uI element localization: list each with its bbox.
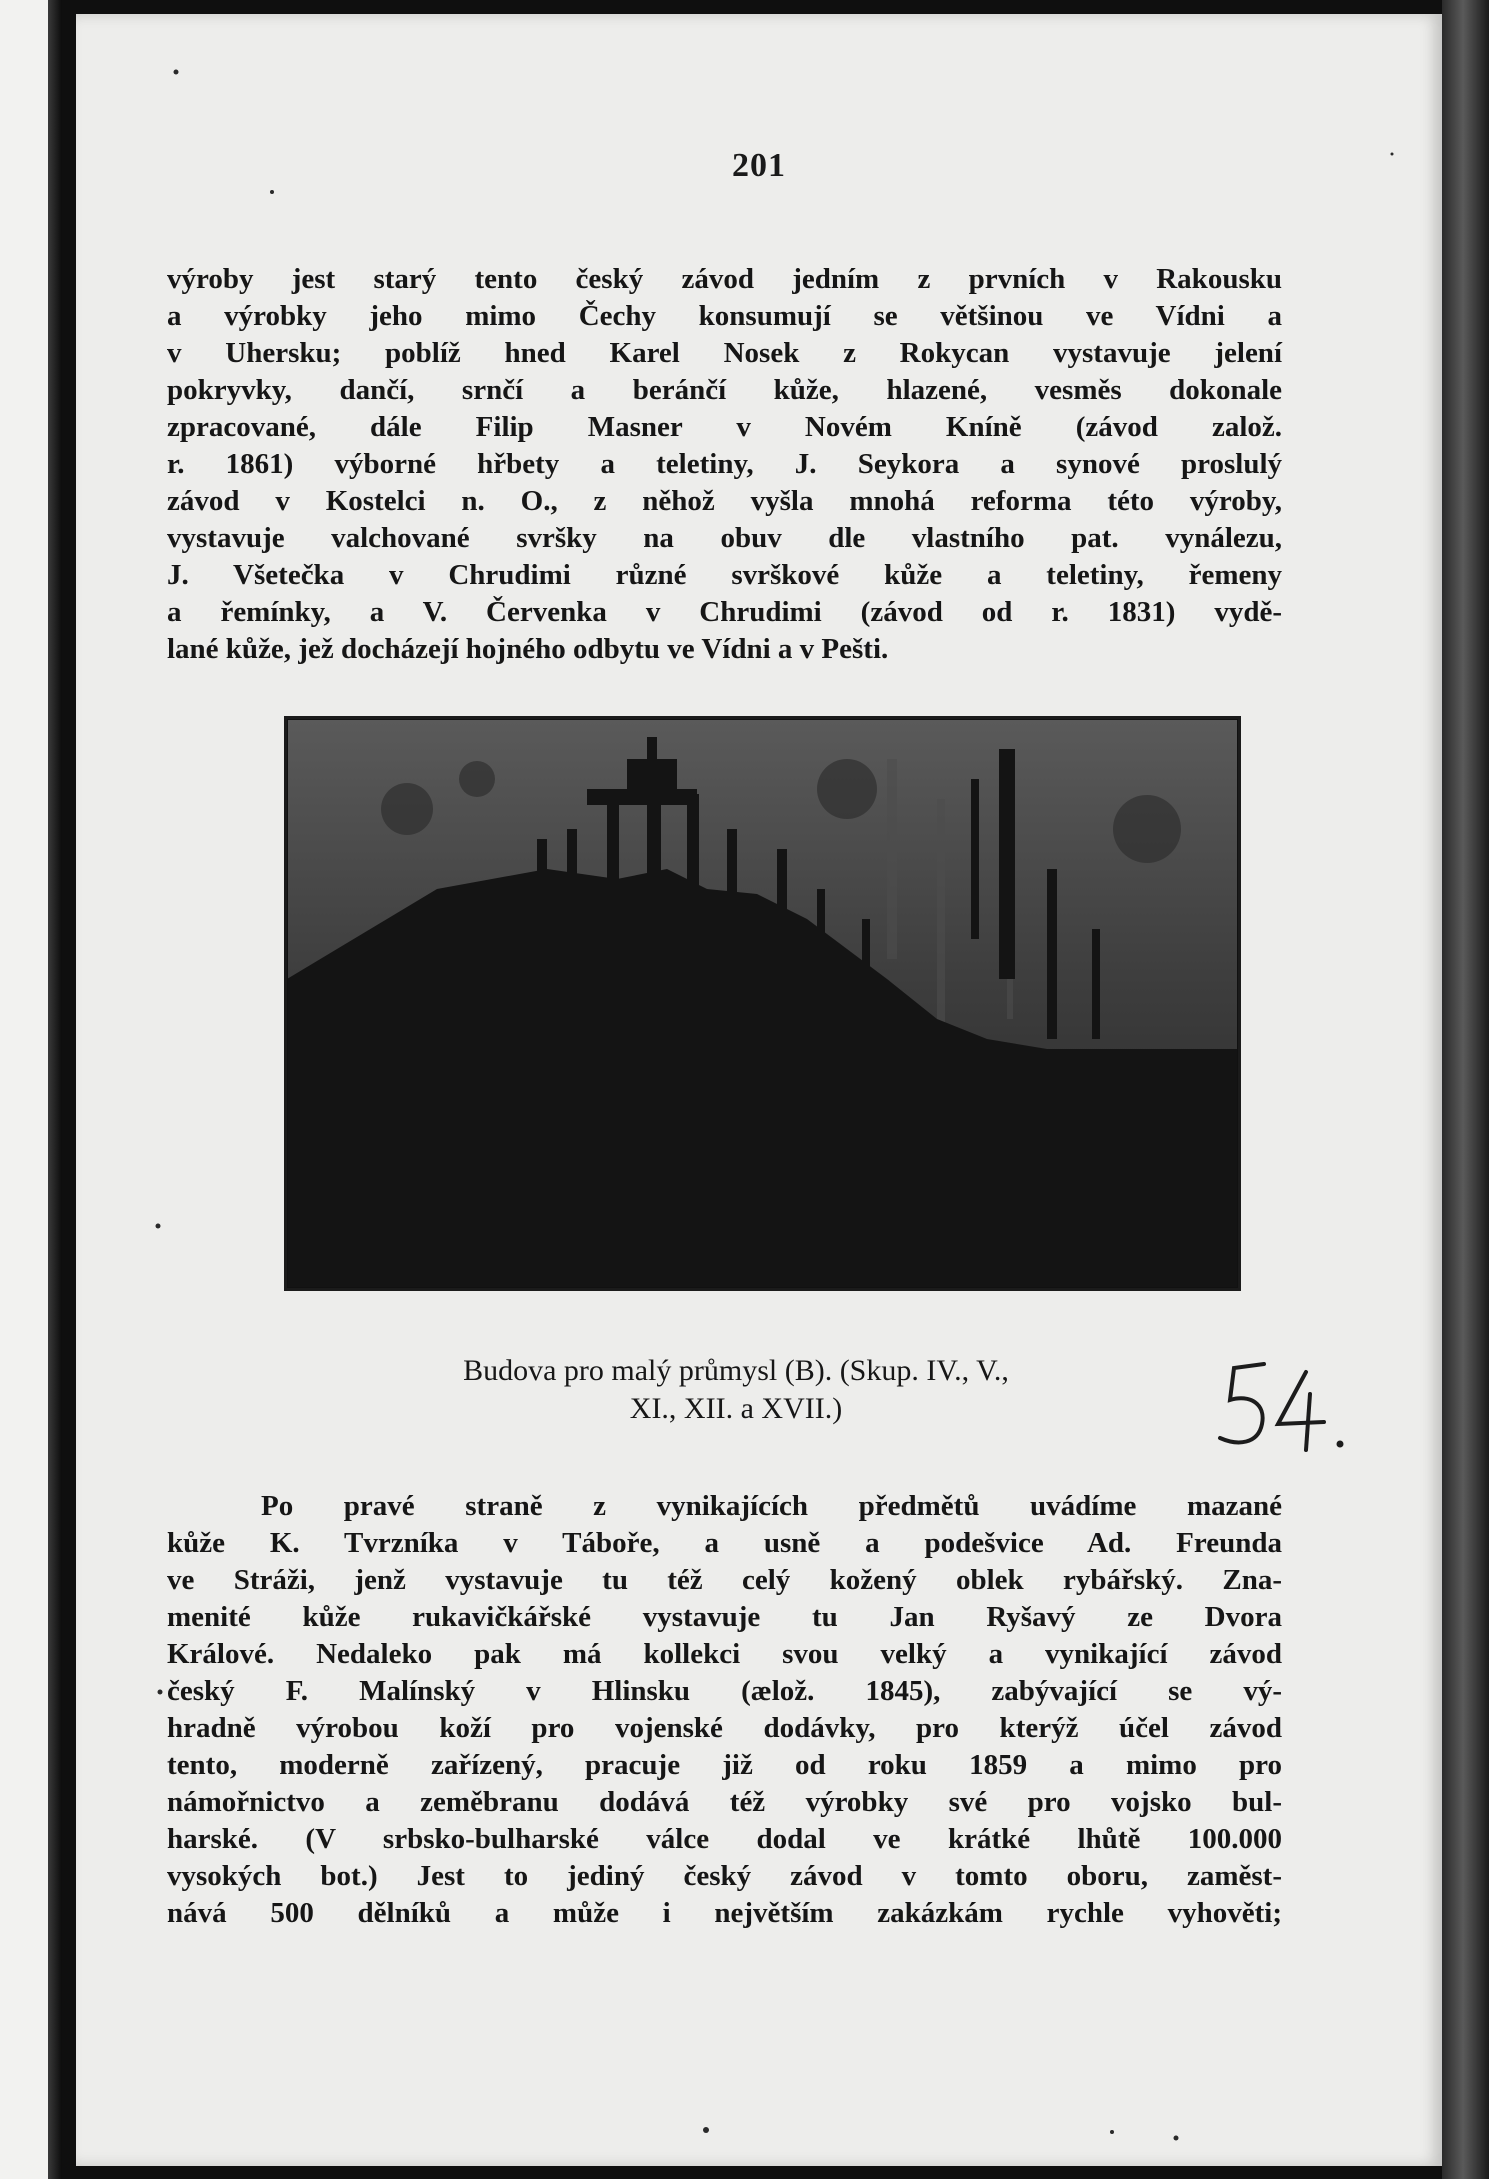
text-line: tento, moderně zařízený, pracuje již od roku 1859 a mimo pro bbox=[167, 1749, 1282, 1781]
text-line: menité kůže rukavičkářské vystavuje tu Jan Ryšavý ze Dvora bbox=[167, 1601, 1282, 1633]
text-line: a výrobky jeho mimo Čechy konsumují se většinou ve Vídni a bbox=[167, 300, 1282, 332]
text-line: Králové. Nedaleko pak má kollekci svou velký a vynikající závod bbox=[167, 1638, 1282, 1670]
text-line: námořnictvo a zeměbranu dodává též výrobky své pro vojsko bul- bbox=[167, 1786, 1282, 1818]
book-page bbox=[76, 14, 1442, 2166]
text-line: vystavuje valchované svršky na obuv dle vlastního pat. vynálezu, bbox=[167, 522, 1282, 554]
text-line: a řemínky, a V. Červenka v Chrudimi (závod od r. 1831) vydě- bbox=[167, 596, 1282, 628]
text-line: český F. Malínský v Hlinsku (ælož. 1845), zabývající se vý- bbox=[167, 1675, 1282, 1707]
caption-line: Budova pro malý průmysl (B). (Skup. IV., V., bbox=[463, 1354, 1009, 1387]
text-line: r. 1861) výborné hřbety a teletiny, J. Seykora a synové proslulý bbox=[167, 448, 1282, 480]
building-photo-image bbox=[287, 719, 1238, 1288]
figure-caption bbox=[236, 1352, 1236, 1428]
text-line: vysokých bot.) Jest to jediný český závod v tomto oboru, zaměst- bbox=[167, 1860, 1282, 1892]
text-line: výroby jest starý tento český závod jedním z prvních v Rakousku bbox=[167, 263, 1282, 295]
text-line: hradně výrobou koží pro vojenské dodávky, pro kterýž účel závod bbox=[167, 1712, 1282, 1744]
previous-page-edge bbox=[0, 0, 62, 2179]
text-line: harské. (V srbsko-bulharské válce dodal ve krátké lhůtě 100.000 bbox=[167, 1823, 1282, 1855]
text-line: lané kůže, jež docházejí hojného odbytu ve Vídni a v Pešti. bbox=[167, 633, 889, 665]
binding-shadow bbox=[48, 0, 62, 2179]
text-line: nává 500 dělníků a může i největším zakázkám rychle vyhověti; bbox=[167, 1897, 1282, 1929]
page-number: 201 bbox=[732, 147, 786, 184]
text-line: kůže K. Tvrzníka v Táboře, a usně a podešvice Ad. Freunda bbox=[167, 1527, 1282, 1559]
text-line: závod v Kostelci n. O., z něhož vyšla mnohá reforma této výroby, bbox=[167, 485, 1282, 517]
paragraph-2 bbox=[167, 1488, 1282, 1932]
paragraph-1 bbox=[167, 261, 1282, 668]
text-line: Po pravé straně z vynikajících předmětů uvádíme mazané bbox=[261, 1490, 1282, 1522]
book-edge bbox=[1442, 0, 1489, 2179]
handwritten-note bbox=[1206, 1354, 1386, 1464]
caption-line: XI., XII. a XVII.) bbox=[629, 1392, 843, 1425]
building-photograph bbox=[284, 716, 1241, 1291]
text-line: ve Stráži, jenž vystavuje tu též celý kožený oblek rybářský. Zna- bbox=[167, 1564, 1282, 1596]
text-line: J. Všetečka v Chrudimi různé svrškové kůže a teletiny, řemeny bbox=[167, 559, 1282, 591]
text-line: zpracované, dále Filip Masner v Novém Kníně (závod založ. bbox=[167, 411, 1282, 443]
text-line: v Uhersku; poblíž hned Karel Nosek z Rokycan vystavuje jelení bbox=[167, 337, 1282, 369]
handwritten-number-drawing bbox=[1206, 1354, 1386, 1464]
text-line: pokryvky, dančí, srnčí a beránčí kůže, hlazené, vesměs dokonale bbox=[167, 374, 1282, 406]
